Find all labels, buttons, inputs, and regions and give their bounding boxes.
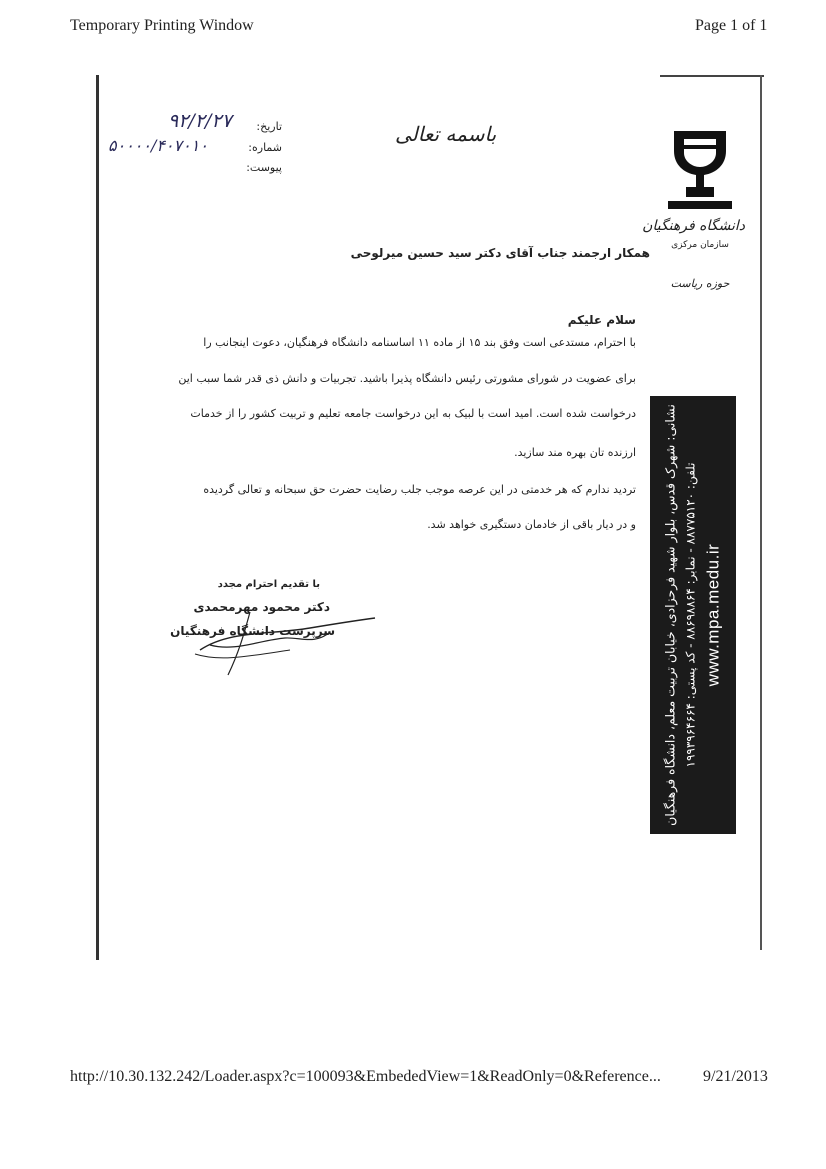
scan-frame-right bbox=[760, 75, 762, 950]
body-line: ارزنده تان بهره مند سازید. bbox=[514, 446, 636, 459]
logo-name: دانشگاه فرهنگیان bbox=[642, 218, 745, 234]
date-value: ۹۲/۲/۲۷ bbox=[168, 110, 232, 132]
university-emblem-icon bbox=[660, 125, 740, 213]
signature-title: سرپرست دانشگاه فرهنگیان bbox=[170, 624, 335, 638]
contact-band bbox=[650, 396, 736, 834]
band-website: www.mpa.medu.ir bbox=[703, 543, 723, 687]
closing-line: و در دیار باقی از خادمان دستگیری خواهد شد. bbox=[427, 518, 636, 531]
body-line: درخواست شده است. امید است با لبیک به این درخواست جامعه تعلیم و تربیت کشور را از خدمات bbox=[190, 407, 636, 420]
recipient: همکار ارجمند جناب آقای دکتر سید حسین میرلوحی bbox=[350, 246, 650, 260]
logo-subname: سازمان مرکزی bbox=[671, 240, 729, 250]
invocation: باسمه تعالی bbox=[395, 122, 497, 146]
body-line: برای عضویت در شورای مشورتی رئیس دانشگاه پذیرا باشید. تجربیات و دانش ذی قدر شما سبب این bbox=[178, 372, 636, 385]
number-label: شماره: bbox=[248, 141, 282, 154]
body-line: با احترام، مستدعی است وفق بند ۱۵ از ماده ۱۱ اساسنامه دانشگاه فرهنگیان، دعوت اینجانب را bbox=[203, 336, 636, 349]
print-date: 9/21/2013 bbox=[703, 1068, 768, 1085]
handwritten-signature bbox=[170, 590, 380, 680]
closing-line: تردید ندارم که هر خدمتی در این عرصه موجب جلب رضایت حضرت حق سبحانه و تعالی گردیده bbox=[203, 483, 636, 496]
department: حوزه ریاست bbox=[670, 277, 730, 290]
signature-regards: با تقدیم احترام مجدد bbox=[217, 579, 320, 590]
print-url: http://10.30.132.242/Loader.aspx?c=100093&EmbededView=1&ReadOnly=0&Reference... bbox=[70, 1068, 661, 1085]
scan-frame-left bbox=[96, 75, 99, 960]
band-contact: تلفن: ۸۸۷۷۵۱۲۰ - نمابر: ۸۸۶۹۸۸۶۴ - کد پستی: ۱۹۹۳۹۶۴۶۶۴ bbox=[683, 462, 698, 768]
number-value: ۵۰۰۰۰/۴۰۷۰۱۰ bbox=[108, 136, 208, 155]
page-indicator: Page 1 of 1 bbox=[695, 17, 768, 34]
scan-frame-top bbox=[660, 75, 764, 77]
attachment-label: پیوست: bbox=[246, 161, 282, 174]
band-address: نشانی: شهرک قدس، بلوار شهید فرحزادی، خیابان تربیت معلم، دانشگاه فرهنگیان bbox=[662, 404, 678, 826]
print-window-title: Temporary Printing Window bbox=[70, 17, 254, 34]
date-label: تاریخ: bbox=[256, 120, 282, 133]
greeting: سلام علیکم bbox=[567, 313, 636, 327]
signature-name: دکتر محمود مهرمحمدی bbox=[193, 600, 330, 614]
